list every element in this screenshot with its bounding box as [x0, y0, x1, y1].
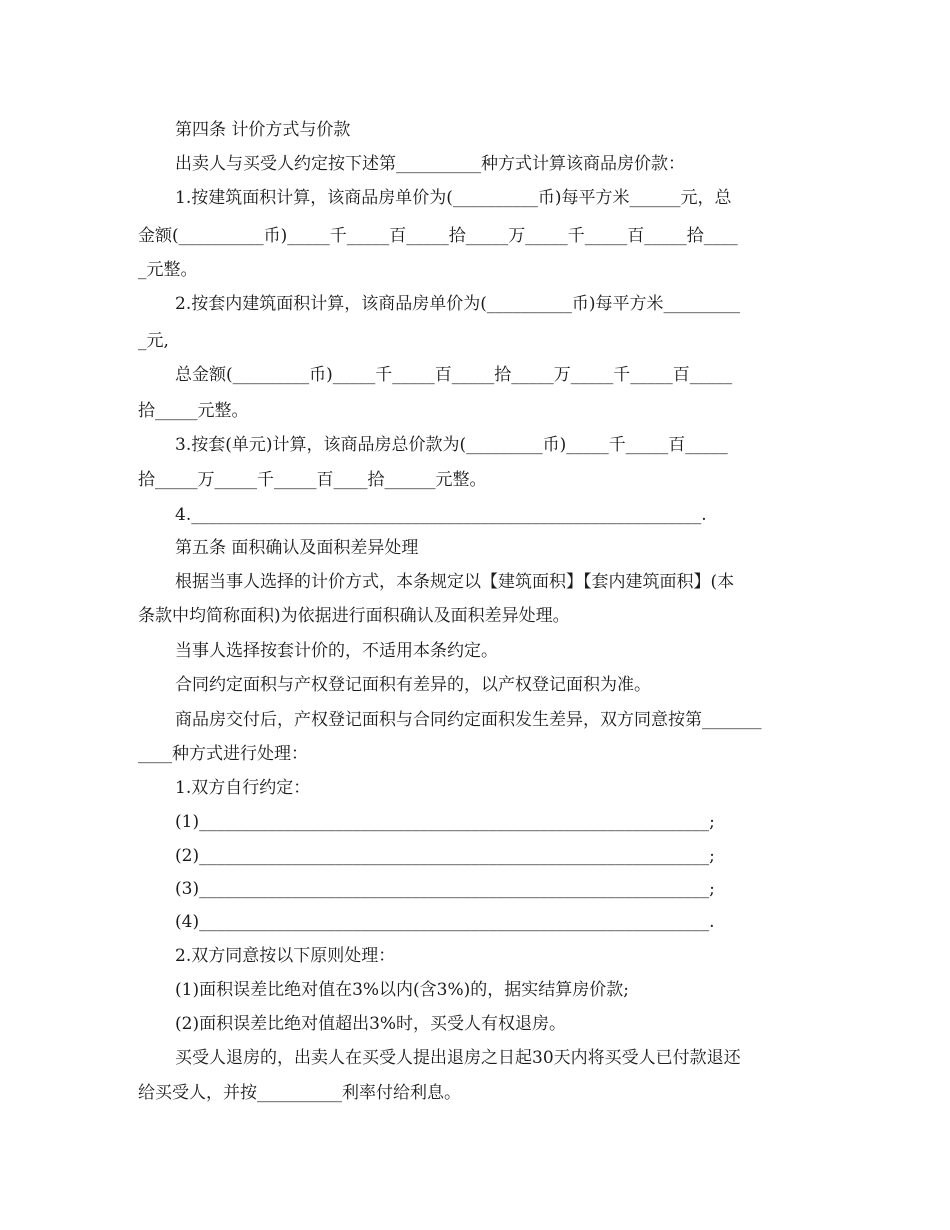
article4-item2-line1: 2.按套内建筑面积计算，该商品房单价为(__________币)每平方米_________	[175, 294, 740, 314]
article4-item3-line2: 拾_____万_____千_____百____拾______元整。	[138, 470, 487, 490]
article5-opt2-heading: 2.双方同意按以下原则处理：	[175, 946, 396, 966]
article5-opt2-item2: (2)面积误差比绝对值超出3%时，买受人有权退房。	[175, 1014, 567, 1034]
article4-intro: 出卖人与买受人约定按下述第__________种方式计算该商品房价款：	[175, 154, 685, 174]
article4-item2-line2: _元,	[138, 331, 169, 351]
article4-item1-line1: 1.按建筑面积计算，该商品房单价为(__________币)每平方米______元，总	[175, 188, 732, 208]
article5-opt2-item1: (1)面积误差比绝对值在3%以内(含3%)的，据实结算房价款;	[175, 980, 630, 1000]
article4-item2-line3: 总金额(_________币)_____千_____百_____拾_____万_____千_____百_____	[175, 365, 733, 385]
article5-para2: 当事人选择按套计价的，不适用本条约定。	[175, 641, 498, 661]
article5-heading: 第五条 面积确认及面积差异处理	[175, 538, 419, 558]
article4-item4: 4.____________________________________________________________.	[175, 505, 707, 525]
article4-item3-line1: 3.按套(单元)计算，该商品房总价款为(_________币)_____千_____百_____	[175, 435, 728, 455]
article5-para3: 合同约定面积与产权登记面积有差异的，以产权登记面积为准。	[175, 675, 651, 695]
article4-item1-line2: 金额(__________币)_____千_____百_____拾_____万_____千_____百_____拾____	[138, 226, 738, 246]
article5-opt1-item: (3)____________________________________________________________;	[175, 879, 715, 899]
article4-item2-line4: 拾_____元整。	[138, 401, 249, 421]
article5-para1-line2: 条款中均简称面积)为依据进行面积确认及面积差异处理。	[138, 606, 570, 626]
article5-para1-line1: 根据当事人选择的计价方式，本条规定以【建筑面积】【套内建筑面积】(本	[175, 572, 735, 592]
article5-opt1-item: (1)____________________________________________________________;	[175, 812, 715, 832]
article4-heading: 第四条 计价方式与价款	[175, 120, 351, 140]
article5-refund-line1: 买受人退房的，出卖人在买受人提出退房之日起30天内将买受人已付款退还	[175, 1048, 741, 1068]
article5-refund-line2: 给买受人，并按__________利率付给利息。	[138, 1083, 461, 1103]
article5-opt1-heading: 1.双方自行约定：	[175, 778, 311, 798]
article5-opt1-item: (2)____________________________________________________________;	[175, 846, 715, 866]
article5-opt1-item: (4)____________________________________________________________.	[175, 912, 715, 932]
article5-para4-line2: ____种方式进行处理：	[138, 744, 308, 764]
article4-item1-line3: _元整。	[138, 260, 198, 280]
article5-para4-line1: 商品房交付后，产权登记面积与合同约定面积发生差异，双方同意按第_______	[175, 710, 762, 730]
